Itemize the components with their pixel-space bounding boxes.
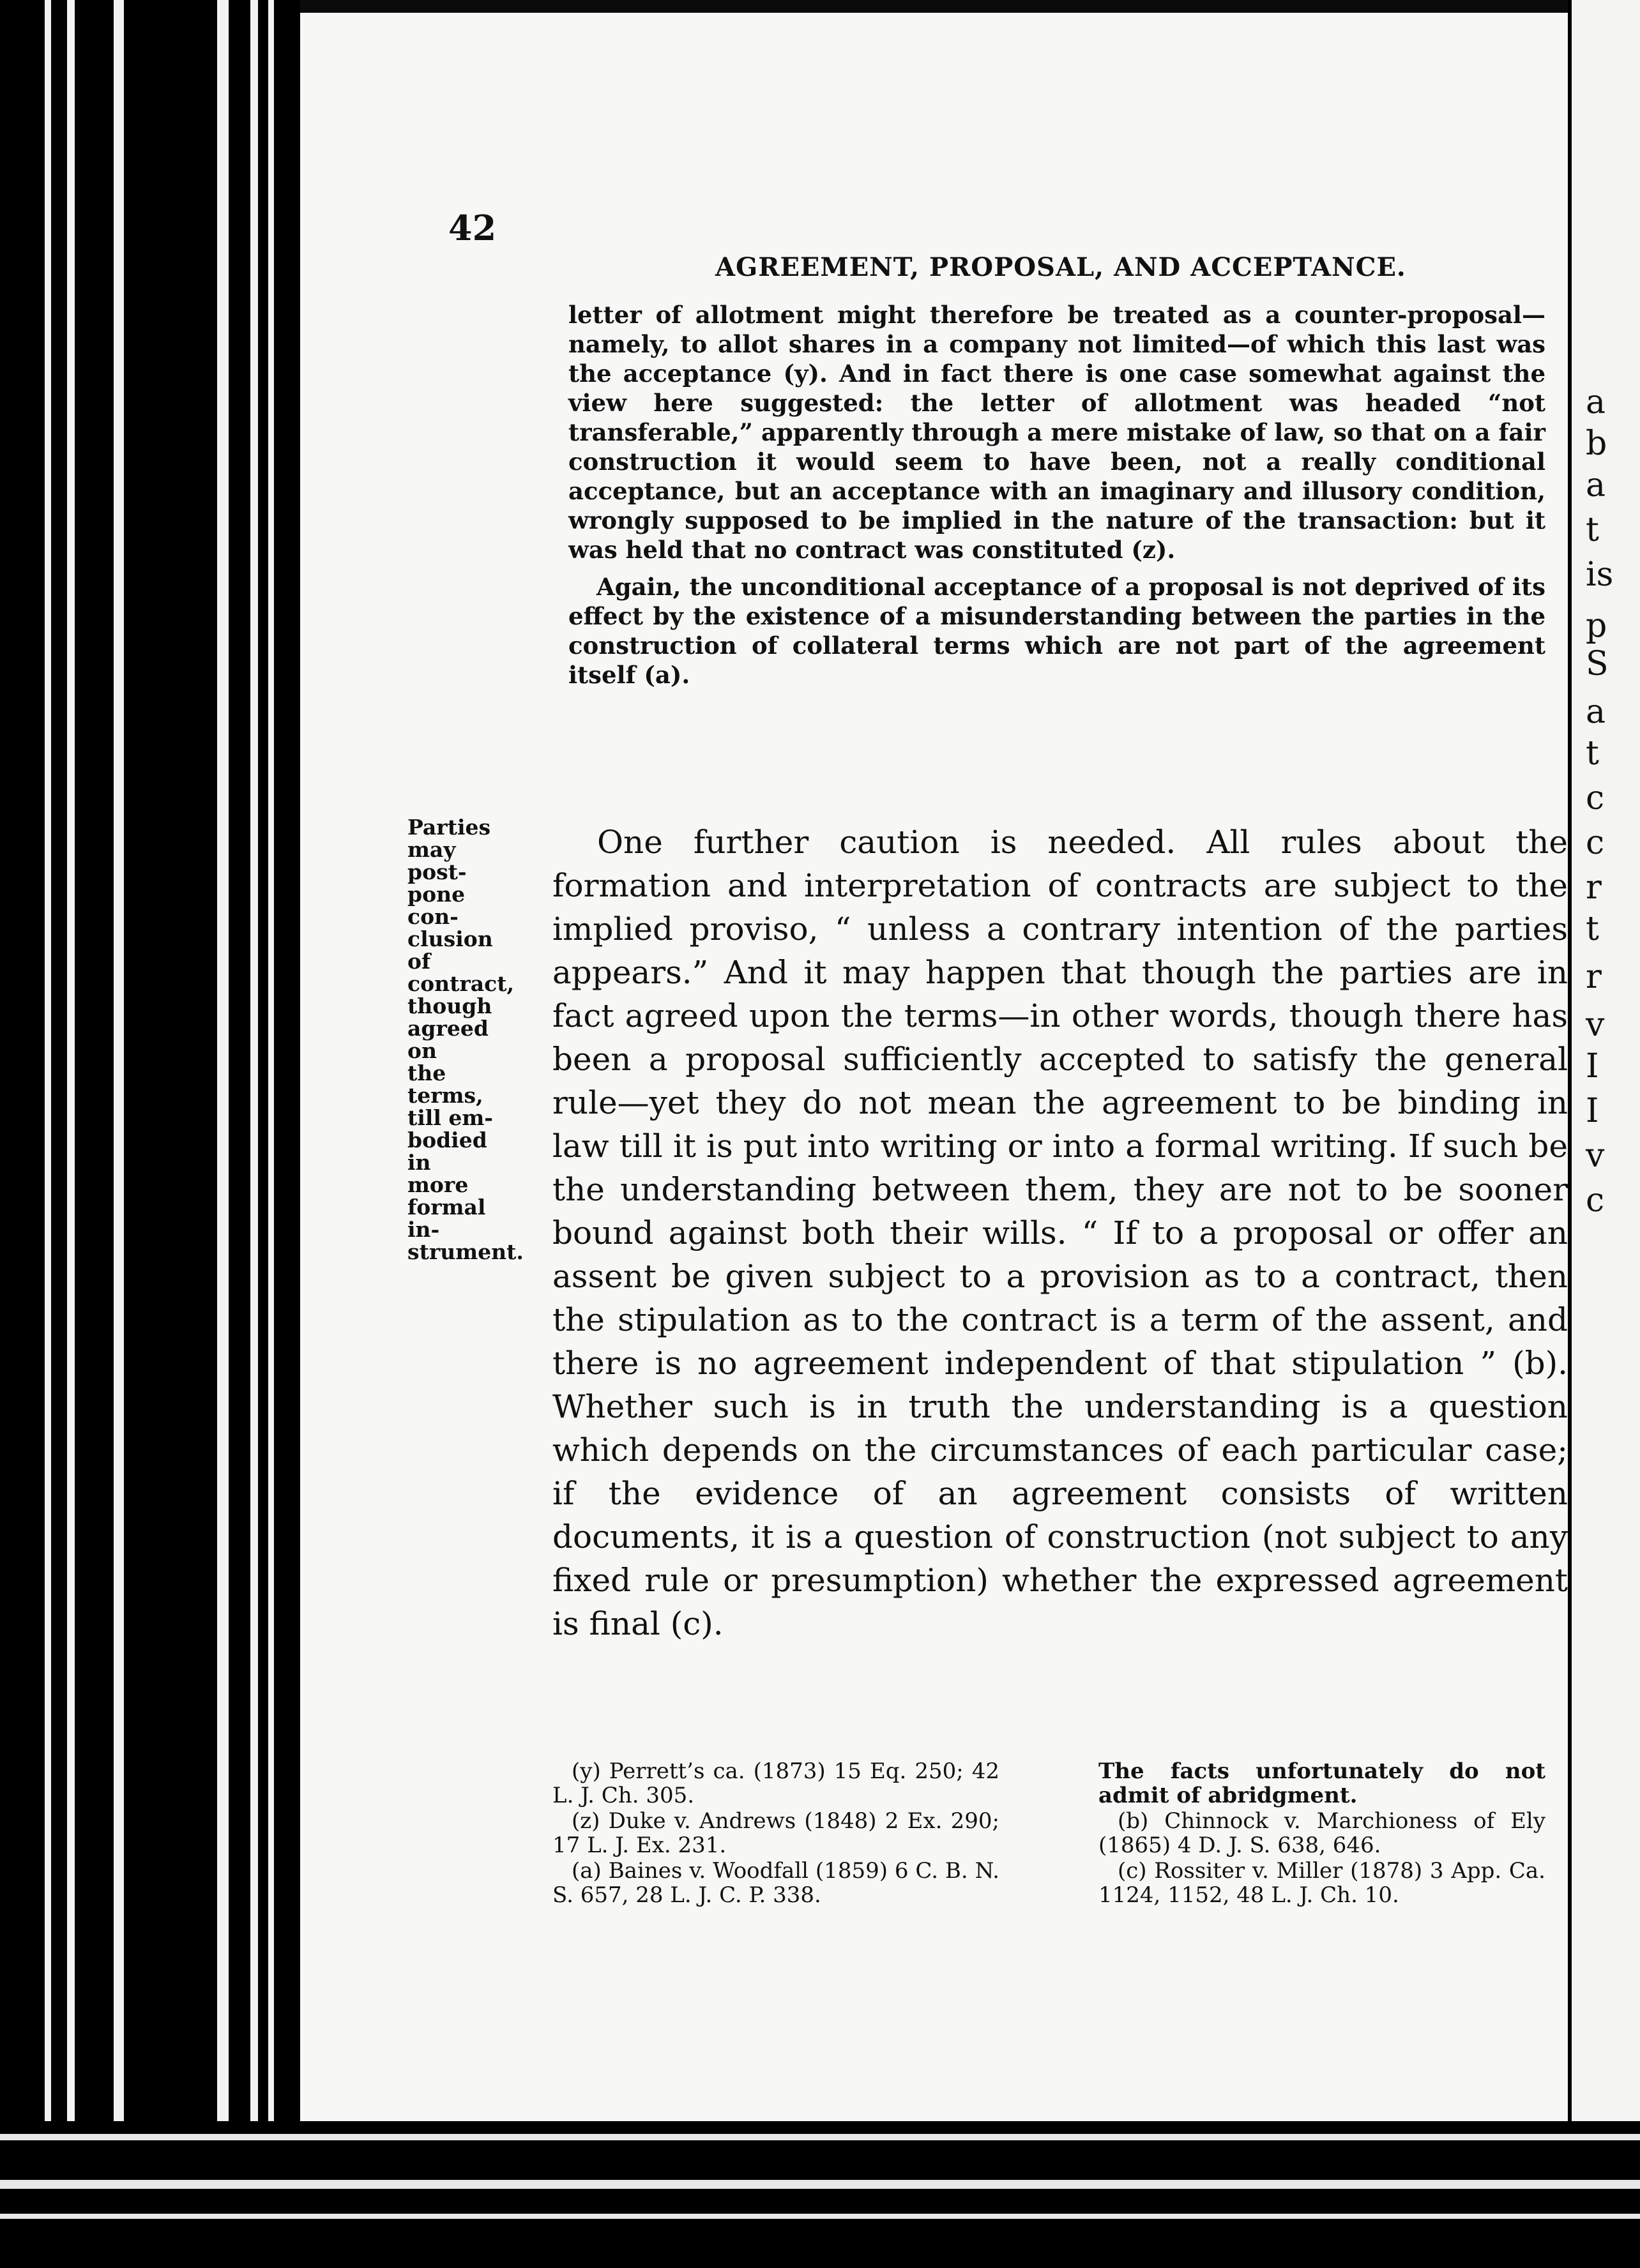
footnotes-right [1098,1759,1545,1909]
adjacent-fragment: c [1586,824,1605,862]
adjacent-fragment: v [1586,1006,1605,1044]
book-page [300,13,1568,2126]
continued-text-block [568,300,1545,697]
footnotes-left [552,1759,999,1909]
adjacent-fragment: t [1586,511,1599,549]
adjacent-fragment: p [1586,607,1607,645]
running-head: AGREEMENT, PROPOSAL, AND ACCEPTANCE. [715,252,1406,282]
adjacent-fragment: v [1586,1137,1605,1175]
adjacent-page-edge [1568,0,1640,2268]
adjacent-fragment: r [1586,958,1602,996]
footnote: The facts unfortunately do not admit of abridgment. [1098,1758,1545,1808]
adjacent-fragment: b [1586,425,1607,463]
footnote: (a) Baines v. Woodfall (1859) 6 C. B. N. S. 657, 28 L. J. C. P. 338. [552,1858,999,1908]
paragraph: letter of allotment might therefore be treated as a counter-proposal—namely, to allot shares in a company not limited—of which this last was the acceptance (y). And in fact there is one case somewhat against the view here suggested: the letter of allotment was headed “not transferable,” apparently through a mere mistake of law, so that on a fair construction it would seem to have been, not a really conditional acceptance, but an acceptance with an imaginary and illusory condition, wrongly supposed to be implied in the nature of the transaction: but it was held that no contract was constituted (z). [568,301,1545,564]
scan-binding-edge [0,0,300,2268]
adjacent-fragment: t [1586,734,1599,773]
adjacent-fragment: a [1586,383,1606,421]
adjacent-fragment: I [1586,1092,1599,1130]
adjacent-fragment: S [1586,645,1609,683]
adjacent-fragment: a [1586,693,1606,731]
paragraph: Again, the unconditional acceptance of a proposal is not deprived of its effect by the existence of a misunderstanding between the parties in the construction of collateral terms which are not part of the agreement itself (a). [568,573,1545,689]
marginal-note: Parties may post- pone con- clusion of contract, though agreed on the terms, till em- bodied in more formal in- strument. [407,815,524,1264]
scan-bottom-edge [0,2121,1640,2268]
paragraph: One further caution is needed. All rules about the formation and interpretation of contracts are subject to the implied proviso, “ unless a contrary intention of the parties appears.” And it may happen that though the parties are in fact agreed upon the terms—in other words, though there has been a proposal sufficiently accepted to satisfy the general rule—yet they do not mean the agreement to be binding in law till it is put into writing or into a formal writing. If such be the understanding between them, they are not to be sooner bound against both their wills. “ If to a proposal or offer an assent be given subject to a provision as to a contract, then the stipulation as to the contract is a term of the assent, and there is no agreement independent of that stipulation ” (b). Whether such is in truth the understanding is a question which depends on the circumstances of each particular case; if the evidence of an agreement consists of written documents, it is a question of construction (not subject to any fixed rule or presumption) whether the expressed agreement is final (c). [552,824,1568,1642]
adjacent-fragment: I [1586,1047,1599,1085]
adjacent-fragment: c [1586,1181,1605,1220]
adjacent-fragment: a [1586,466,1606,504]
adjacent-fragment: is [1586,556,1614,594]
footnote: (c) Rossiter v. Miller (1878) 3 App. Ca. 1124, 1152, 48 L. J. Ch. 10. [1098,1858,1545,1908]
footnote: (z) Duke v. Andrews (1848) 2 Ex. 290; 17 L. J. Ex. 231. [552,1808,999,1858]
footnote: (y) Perrett’s ca. (1873) 15 Eq. 250; 42 L. J. Ch. 305. [552,1758,999,1808]
page-number: 42 [448,208,497,248]
adjacent-fragment: r [1586,868,1602,907]
main-text-block [552,820,1568,1645]
adjacent-fragment: c [1586,779,1605,817]
adjacent-fragment: t [1586,910,1599,948]
footnote: (b) Chinnock v. Marchioness of Ely (1865) 4 D. J. S. 638, 646. [1098,1808,1545,1858]
